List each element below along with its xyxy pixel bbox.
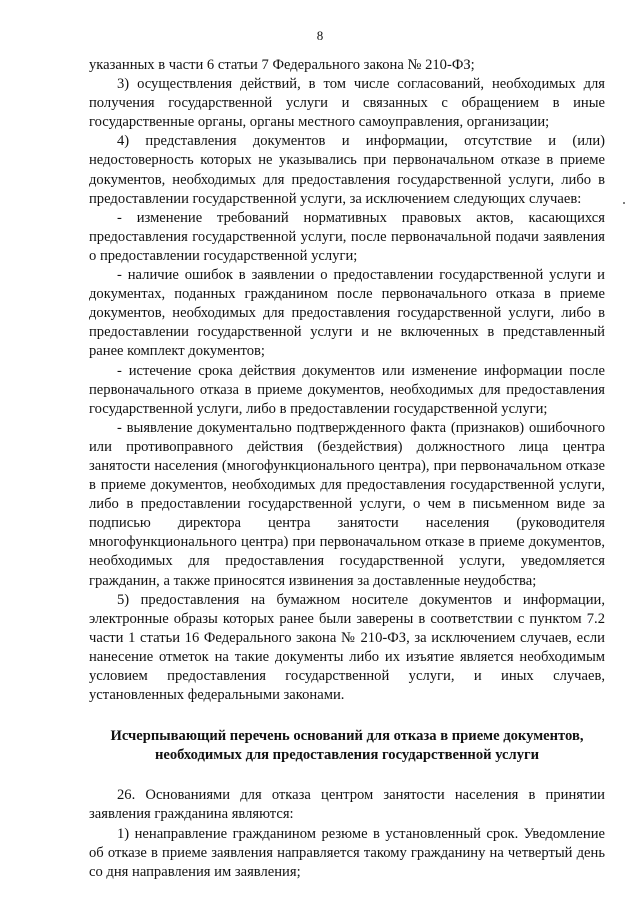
paragraph-4: - наличие ошибок в заявлении о предоставлении государственной услуги и документах, поданных гражданином после первоначального отказа в приеме документов, необходимых для предоставления государственной услуги, либо в предоставлении государственной услуги и не включенных в представленный ранее комплект документов; <box>89 267 605 360</box>
paragraph-2: 4) представления документов и информации, отсутствие и (или) недостоверность которых не указывались при первоначальном отказе в приеме документов, необходимых для предоставления государственной услуги, либо в предоставлении государственной услуги, за исключением следующих случаев: <box>89 133 605 207</box>
page-number: 8 <box>316 28 324 43</box>
paragraph-8: 26. Основаниями для отказа центром занятости населения в принятии заявления гражданина являются: <box>89 787 605 823</box>
paragraph-0: указанных в части 6 статьи 7 Федерального закона № 210-ФЗ; <box>89 57 475 73</box>
section-heading-line-1: Исчерпывающий перечень оснований для отказа в приеме документов, <box>110 728 584 745</box>
paragraph-3: - изменение требований нормативных правовых актов, касающихся предоставления государственной услуги, после первоначальной подачи заявления о предоставлении государственной услуги; <box>89 209 605 264</box>
paragraph-9: 1) ненаправление гражданином резюме в установленный срок. Уведомление об отказе в приеме заявления направляется такому гражданину на четвертый день со дня направления им заявления; <box>89 825 605 880</box>
section-heading <box>89 727 605 765</box>
paragraph-1: 3) осуществления действий, в том числе согласований, необходимых для получения государственной услуги и связанных с обращением в иные государственные органы, органы местного самоуправления, организации; <box>89 76 605 131</box>
scan-mark <box>623 202 625 204</box>
document-body <box>89 56 605 882</box>
section-heading-line-2: необходимых для предоставления государственной услуги <box>154 747 540 764</box>
paragraph-7: 5) предоставления на бумажном носителе документов и информации, электронные образы которых ранее были заверены в соответствии с пунктом 7.2 части 1 статьи 16 Федерального закона № 210-ФЗ, за исключением случаев, если нанесение отметок на такие документы либо их изъятие является необходимым условием предоставления государственной услуги, и иных случаев, установленных федеральными законами. <box>89 591 605 704</box>
paragraph-5: - истечение срока действия документов или изменение информации после первоначального отказа в приеме документов, необходимых для предоставления государственной услуги, либо в предоставлении государственной услуги; <box>89 362 605 417</box>
paragraph-6: - выявление документально подтвержденного факта (признаков) ошибочного или противоправного действия (бездействия) должностного лица центра занятости населения (многофункционального центра), при первоначальном отказе в приеме документов, необходимых для предоставления государственной услуги, либо в предоставлении государственной услуги, о чем в письменном виде за подписью директора центра занятости населения (руководителя многофункционального центра) при первоначальном отказе в приеме документов, необходимых для предоставления государственной услуги, уведомляется гражданин, а также приносятся извинения за доставленные неудобства; <box>89 419 605 589</box>
